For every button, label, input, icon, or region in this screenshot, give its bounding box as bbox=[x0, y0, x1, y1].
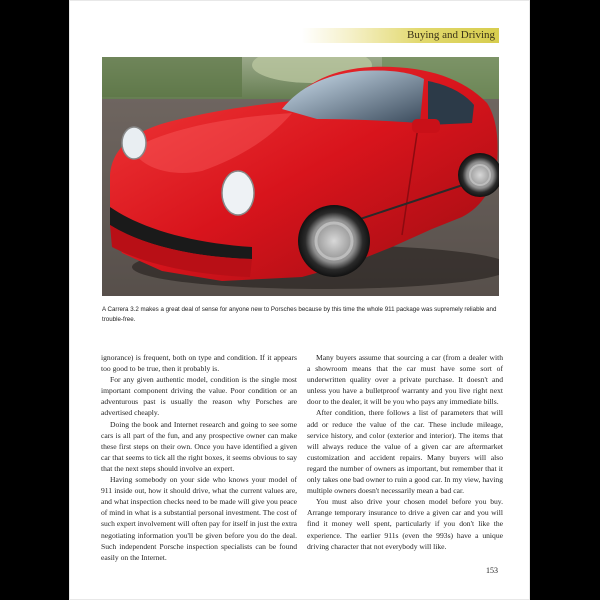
left-column bbox=[101, 352, 297, 563]
red-porsche-911-photo-icon bbox=[102, 57, 499, 296]
book-page bbox=[69, 0, 530, 600]
section-title: Buying and Driving bbox=[407, 29, 495, 41]
running-header bbox=[302, 28, 499, 43]
right-column bbox=[307, 352, 503, 552]
paragraph: Many buyers assume that sourcing a car (from a dealer with a showroom means that the car must have some sort of underwritten quality over a private purchase. It doesn't and unless you have a bulletproof warranty and you live right next door to the dealer, it will be you who pays any immediate bills. bbox=[307, 353, 503, 407]
paragraph: Doing the book and Internet research and going to see some cars is all part of the fun, and any prospective owner can make these first steps on their own. Once you have identified a given car that seems to tick all the right boxes, it seems obvious to say that the next steps should involve an expert. bbox=[101, 419, 297, 473]
car-photo bbox=[102, 57, 499, 296]
paragraph: You must also drive your chosen model before you buy. Arrange temporary insurance to drive a given car and you will find it money well spent, particularly if you don't like the experience. The earlier 911s (even the 993s) have a unique driving character that not everybody will like. bbox=[307, 497, 503, 551]
paragraph: For any given authentic model, condition is the single most important component driving the value. Poor condition or an adventurous past is usually the reason why Porsches are advertised cheaply. bbox=[101, 375, 297, 418]
page-number: 153 bbox=[486, 566, 498, 575]
photo-caption: A Carrera 3.2 makes a great deal of sense for anyone new to Porsches because by this time the whole 911 package was supremely reliable and trouble-free. bbox=[102, 306, 497, 323]
paragraph: Having somebody on your side who knows your model of 911 inside out, how it should drive, what the current values are, and what inspection checks need to be made will give you peace of mind in what is a substantial personal investment. The cost of such expert involvement will often pay for itself in just the extra negotiating information you'll be given before you do the deal. Such independent Porsche inspection specialists can be found easily on the Internet. bbox=[101, 475, 297, 562]
paragraph: ignorance) is frequent, both on type and condition. If it appears too good to be true, then it probably is. bbox=[101, 353, 297, 374]
paragraph: After condition, there follows a list of parameters that will add or reduce the value of the car. These include mileage, service history, and color (exterior and interior). The items that will always reduce the value of a given car are aftermarket customization and accident repairs. Many buyers will also regard the number of owners as important, but remember that it only takes one bad owner to ruin a good car. In my view, having multiple owners doesn't necessarily mean a bad car. bbox=[307, 408, 503, 496]
